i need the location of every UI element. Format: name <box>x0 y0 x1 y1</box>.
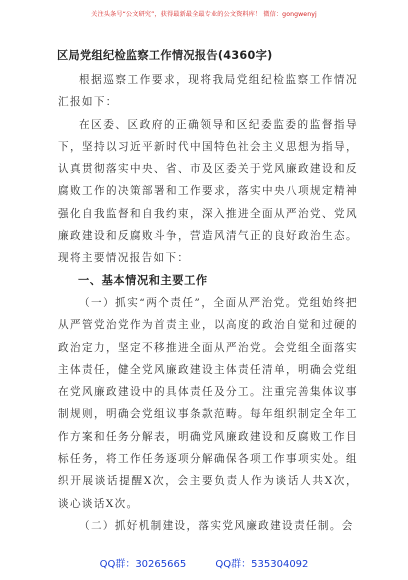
banner-text: 关注头条号“公文研究”，获得最新最全最专业的公文资料库！ 微信：gongwenyj <box>91 10 317 18</box>
section-paragraph: （二）抓好机制建设，落实党风廉政建设责任制。会 <box>79 519 354 532</box>
top-banner <box>0 3 408 23</box>
footer-qq-group-1: QQ群：30265665 <box>99 559 187 570</box>
footer <box>0 555 408 570</box>
section-paragraph: （一）抓实“两个责任”，全面从严治党。党组始终把从严管党治党作为首责主业，以高度的政治自觉和过硬的政治定力，坚定不移推进全面从严治党。会党组全面落实主体责任，健全党风廉政建设主体责任清单，明确会党组在党风廉政建设中的具体责任及分工。注重完善集体议事制规则，明确会党组议事条款范畴。每年组织制定全年工作方案和任务分解表，明确党风廉政建设和反腐败工作目标任务，将工作任务逐项分解确保各项工作事项实处。组织开展谈话提醒X次，会主要负责人作为谈话人共X次，谈心谈话X次。 <box>58 296 358 510</box>
section-heading: 一、基本情况和主要工作 <box>78 273 208 287</box>
document-page <box>58 47 358 537</box>
footer-qq-group-2: QQ群：535304092 <box>215 559 309 570</box>
context-paragraph: 在区委、区政府的正确领导和区纪委监委的监督指导下，坚持以习近平新时代中国特色社会主义思想为指导，认真贯彻落实中央、省、市及区委关于党风廉政建设和反腐败工作的决策部署和工作要求，落实中央八项规定精神强化自我监督和自我约束，深入推进全面从严治党、党风廉政建设和反腐败斗争，营造风清气正的良好政治生态。现将主要情况报告如下： <box>58 118 358 265</box>
intro-paragraph: 根据巡察工作要求，现将我局党组纪检监察工作情况汇报如下： <box>58 74 358 109</box>
document-title: 区局党组纪检监察工作情况报告(4360字) <box>57 49 273 62</box>
